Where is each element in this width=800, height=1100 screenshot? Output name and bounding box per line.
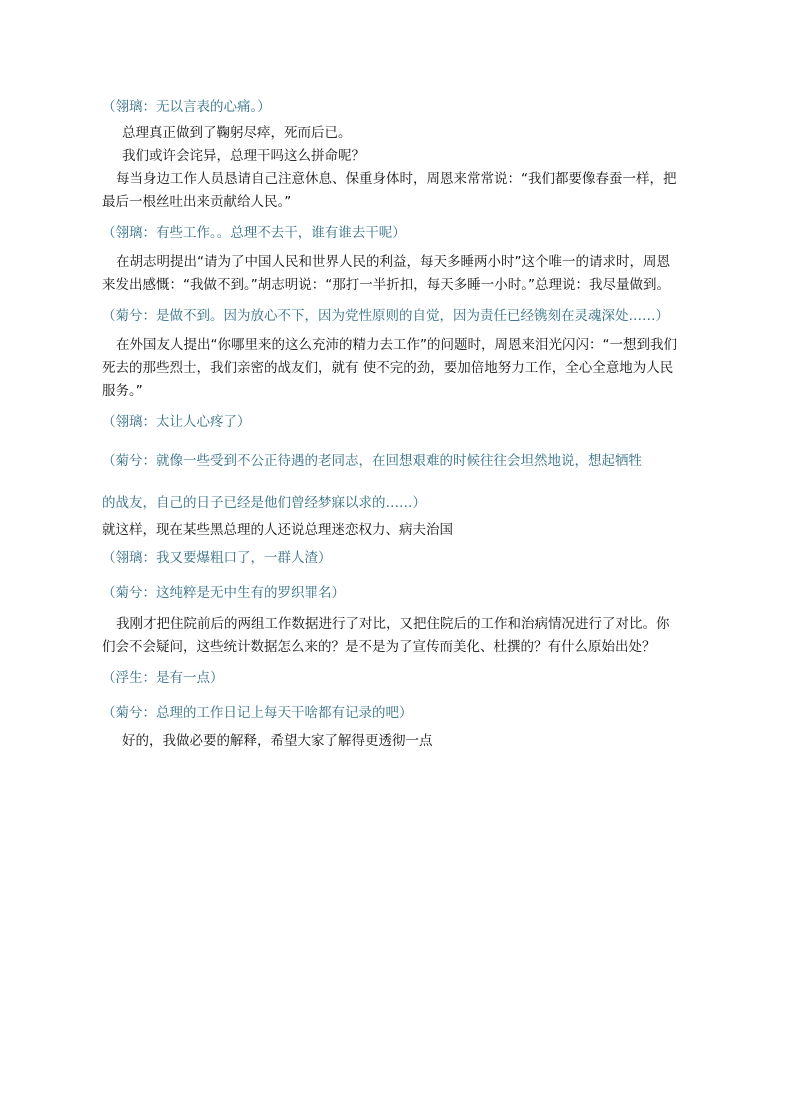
body-paragraph-3: 每当身边工作人员恳请自己注意休息、保重身体时，周恩来常常说：“我们都要像春蚕一样，把最后一根丝吐出来贡献给人民。” xyxy=(102,171,677,210)
annotation-lingli-4: （翎璃：我又要爆粗口了，一群人渣） xyxy=(102,550,332,566)
annotation-juxi-1: （菊兮：是做不到。因为放心不下，因为党性原则的自觉，因为责任已经镌刻在灵魂深处……） xyxy=(102,308,669,324)
body-paragraph-7: 我刚才把住院前后的两组工作数据进行了对比，又把住院后的工作和治病情况进行了对比。你们会不会疑问，这些统计数据怎么来的？是不是为了宣传而美化、杜撰的？有什么原始出处？ xyxy=(102,616,670,655)
annotation-juxi-4: （菊兮：总理的工作日记上每天干啥都有记录的吧） xyxy=(102,705,413,721)
annotation-lingli-2: （翎璃：有些工作。。总理不去干，谁有谁去干呢） xyxy=(102,225,406,241)
body-paragraph-2: 我们或许会诧异，总理干吗这么拼命呢？ xyxy=(122,148,365,164)
annotation-juxi-3: （菊兮：这纯粹是无中生有的罗织罪名） xyxy=(102,585,345,601)
annotation-juxi-2-line1: （菊兮：就像一些受到不公正待遇的老同志，在回想艰难的时候往往会坦然地说，想起牺牲 xyxy=(102,453,642,469)
body-paragraph-5: 在外国友人提出“你哪里来的这么充沛的精力去工作”的问题时，周恩来泪光闪闪：“一想到我们死去的那些烈士，我们亲密的战友们，就有 使不完的劲，要加倍地努力工作，全心全意地为人民服务。” xyxy=(102,337,677,399)
document-page xyxy=(102,92,682,753)
annotation-fusheng-1: （浮生：是有一点） xyxy=(102,670,224,686)
body-paragraph-8: 好的，我做必要的解释，希望大家了解得更透彻一点 xyxy=(122,733,433,749)
body-paragraph-6: 就这样，现在某些黑总理的人还说总理迷恋权力、病夫治国 xyxy=(102,522,453,538)
annotation-juxi-2-line2: 的战友，自己的日子已经是他们曾经梦寐以求的……） xyxy=(102,495,426,511)
annotation-lingli-1: （翎璃：无以言表的心痛。） xyxy=(102,99,271,115)
body-paragraph-1: 总理真正做到了鞠躬尽瘁，死而后已。 xyxy=(122,125,352,141)
body-paragraph-4: 在胡志明提出“请为了中国人民和世界人民的利益，每天多睡两小时”这个唯一的请求时，周恩来发出感慨：“我做不到。”胡志明说：“那打一半折扣，每天多睡一小时。”总理说：我尽量做到。 xyxy=(102,254,670,293)
annotation-lingli-3: （翎璃：太让人心疼了） xyxy=(102,414,251,430)
